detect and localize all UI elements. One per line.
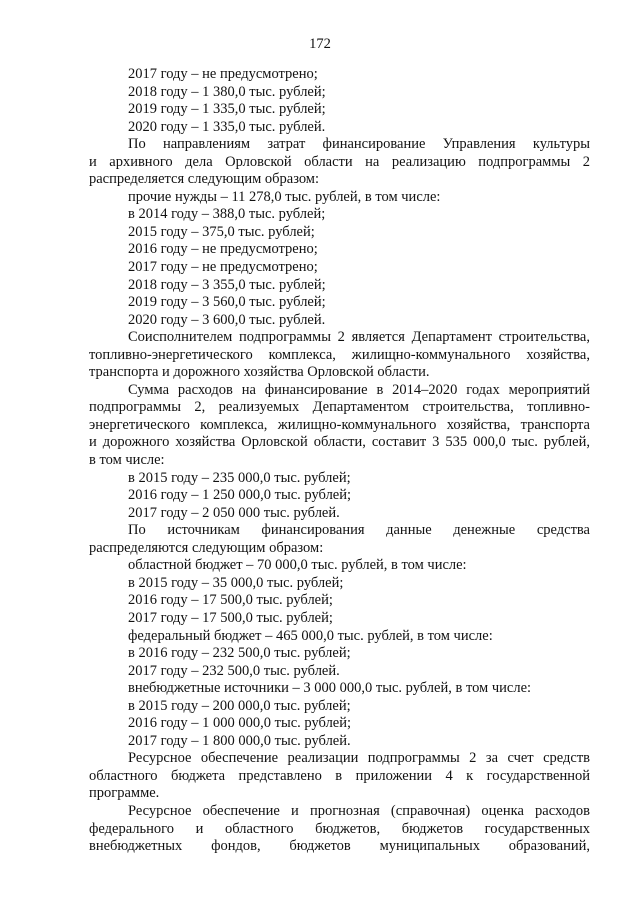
text-line: в том числе: <box>89 452 165 469</box>
page-body-text <box>89 66 590 856</box>
text-line: энергетического комплекса, жилищно-коммунального хозяйства, транспорта <box>89 416 590 433</box>
text-line: распределяется следующим образом: <box>89 171 320 188</box>
text-line: 2016 году – 1 250 000,0 тыс. рублей; <box>128 487 352 504</box>
text-line: в 2015 году – 200 000,0 тыс. рублей; <box>128 697 351 714</box>
text-line: 2019 году – 1 335,0 тыс. рублей; <box>128 101 326 118</box>
text-line: 2016 году – не предусмотрено; <box>128 241 318 258</box>
text-line: По источникам финансирования данные денежные средства <box>128 522 590 539</box>
text-line: Ресурсное обеспечение и прогнозная (справочная) оценка расходов <box>128 802 590 819</box>
text-line: 2016 году – 1 000 000,0 тыс. рублей; <box>128 715 352 732</box>
text-line: 2015 году – 375,0 тыс. рублей; <box>128 223 315 240</box>
text-line: прочие нужды – 11 278,0 тыс. рублей, в том числе: <box>128 188 441 205</box>
text-line: 2017 году – 2 050 000 тыс. рублей. <box>128 504 340 521</box>
text-line: 2018 году – 1 380,0 тыс. рублей; <box>128 83 326 100</box>
text-line: Сумма расходов на финансирование в 2014–2020 годах мероприятий <box>128 381 590 398</box>
text-line: 2020 году – 3 600,0 тыс. рублей. <box>128 311 326 328</box>
text-line: По направлениям затрат финансирование Управления культуры <box>128 136 590 153</box>
text-line: топливно-энергетического комплекса, жилищно-коммунального хозяйства, <box>89 346 590 363</box>
text-line: 2017 году – не предусмотрено; <box>128 259 318 276</box>
text-line: Ресурсное обеспечение реализации подпрограммы 2 за счет средств <box>128 750 590 767</box>
text-line: областного бюджета представлено в приложении 4 к государственной <box>89 767 590 784</box>
text-line: областной бюджет – 70 000,0 тыс. рублей, в том числе: <box>128 557 467 574</box>
text-line: внебюджетных фондов, бюджетов муниципальных образований, <box>89 838 590 855</box>
text-line: Соисполнителем подпрограммы 2 является Департамент строительства, <box>128 329 590 346</box>
text-line: внебюджетные источники – 3 000 000,0 тыс. рублей, в том числе: <box>128 680 532 697</box>
text-line: программе. <box>89 785 160 802</box>
text-line: 2017 году – 17 500,0 тыс. рублей; <box>128 609 333 626</box>
text-line: и дорожного хозяйства Орловской области, составит 3 535 000,0 тыс. рублей, <box>89 434 590 451</box>
text-line: 2018 году – 3 355,0 тыс. рублей; <box>128 276 326 293</box>
text-line: в 2015 году – 235 000,0 тыс. рублей; <box>128 469 351 486</box>
text-line: транспорта и дорожного хозяйства Орловской области. <box>89 364 430 381</box>
text-line: 2017 году – 1 800 000,0 тыс. рублей. <box>128 732 351 749</box>
text-line: 2020 году – 1 335,0 тыс. рублей. <box>128 118 326 135</box>
text-line: федерального и областного бюджетов, бюджетов государственных <box>89 820 590 837</box>
text-line: 2019 году – 3 560,0 тыс. рублей; <box>128 294 326 311</box>
page-number: 172 <box>309 36 331 52</box>
text-line: в 2016 году – 232 500,0 тыс. рублей; <box>128 645 351 662</box>
text-line: распределяются следующим образом: <box>89 539 324 556</box>
text-line: федеральный бюджет – 465 000,0 тыс. рублей, в том числе: <box>128 627 493 644</box>
text-line: 2017 году – не предусмотрено; <box>128 66 318 82</box>
text-line: и архивного дела Орловской области на реализацию подпрограммы 2 <box>89 153 590 170</box>
text-line: в 2014 году – 388,0 тыс. рублей; <box>128 206 326 223</box>
text-line: в 2015 году – 35 000,0 тыс. рублей; <box>128 574 344 591</box>
text-line: подпрограммы 2, реализуемых Департаментом строительства, топливно- <box>89 399 590 416</box>
text-line: 2016 году – 17 500,0 тыс. рублей; <box>128 592 333 609</box>
text-line: 2017 году – 232 500,0 тыс. рублей. <box>128 662 340 679</box>
